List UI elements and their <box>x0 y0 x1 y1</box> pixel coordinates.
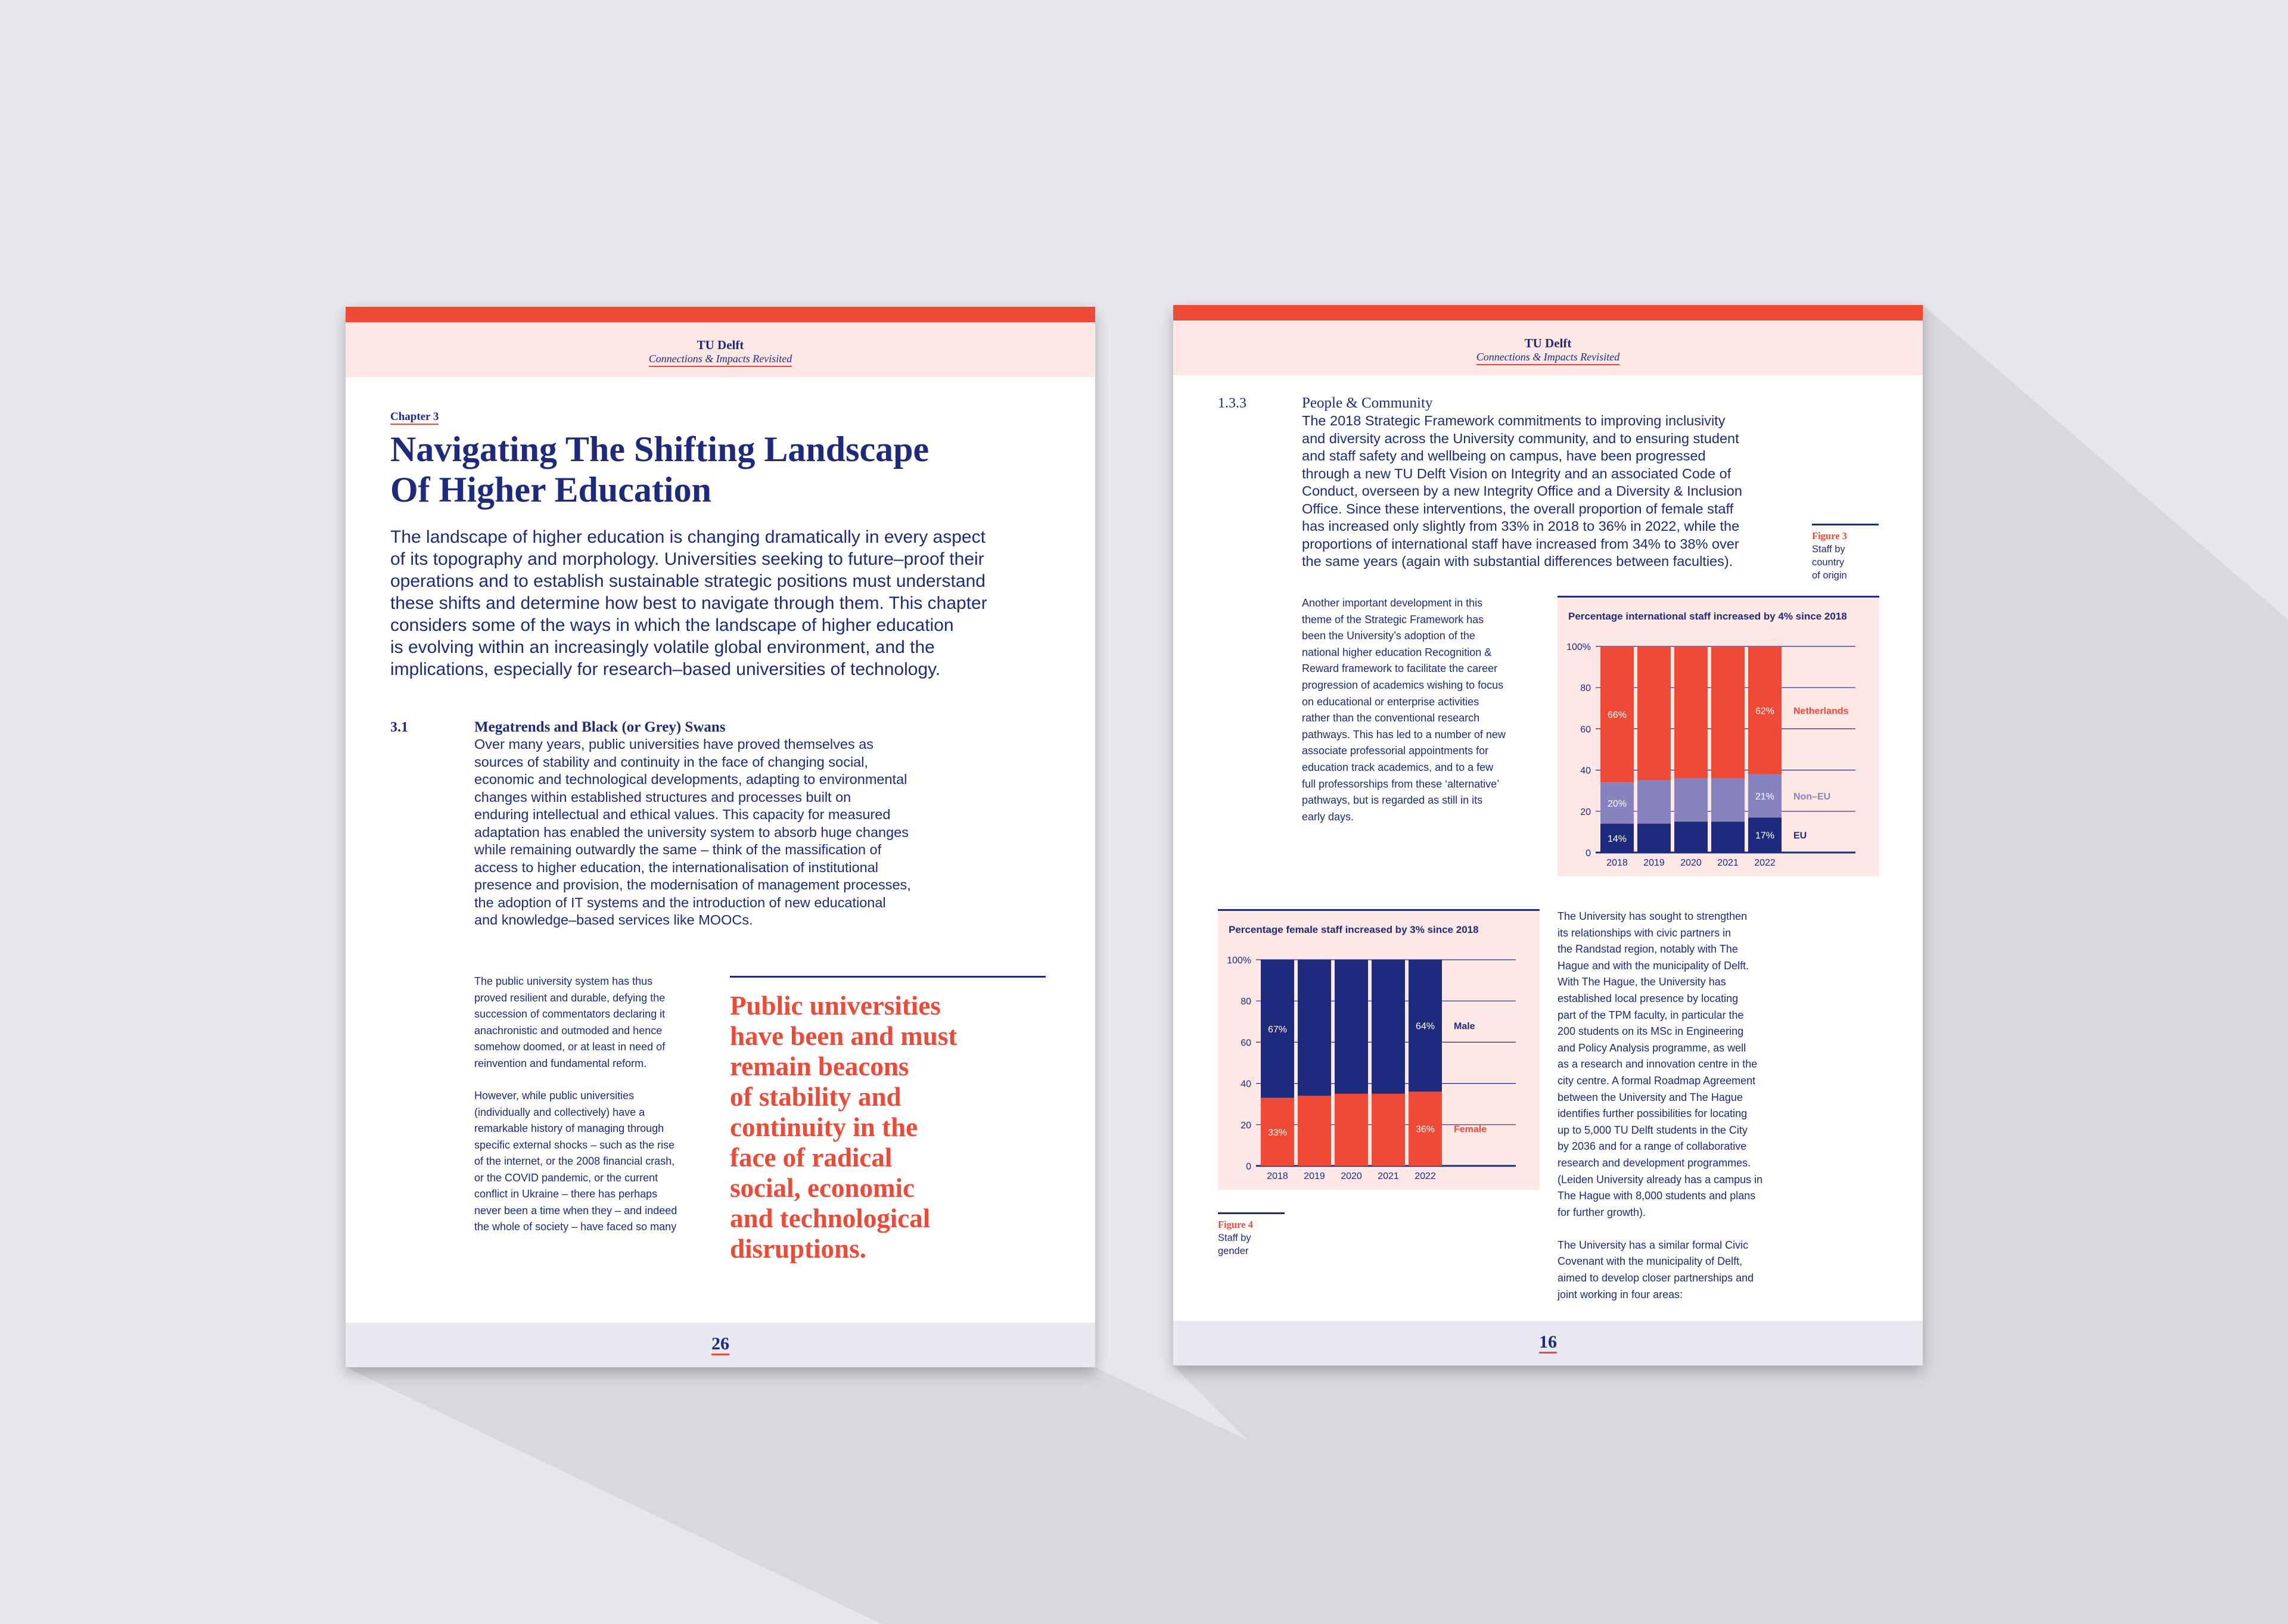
col-line: on educational or enterprise activities <box>1302 695 1479 708</box>
header-subtitle: Connections & Impacts Revisited <box>1476 351 1619 365</box>
x-tick-label: 2018 <box>1606 858 1628 868</box>
legend-non-eu: Non–EU <box>1793 791 1831 802</box>
bar-non-eu-2019 <box>1637 780 1671 824</box>
col-line: pathways, but is regarded as still in its <box>1302 794 1483 807</box>
bar-netherlands-2019 <box>1637 646 1671 780</box>
quote-line: and technological <box>730 1203 931 1233</box>
col-line: specific external shocks – such as the rise <box>474 1138 675 1151</box>
x-tick-label: 2019 <box>1304 1171 1325 1181</box>
col-line: Reward framework to facilitate the career <box>1302 662 1498 675</box>
col-line: somehow doomed, or at least in need of <box>474 1041 666 1053</box>
header-brand: TU Delft <box>697 338 744 352</box>
col-line: theme of the Strategic Framework has <box>1302 613 1484 626</box>
data-label: 33% <box>1267 1127 1288 1138</box>
intro-line: is evolving within an increasingly volatile global environment, and the <box>390 637 935 657</box>
y-tick-label: 0 <box>1586 848 1591 858</box>
data-label: 21% <box>1755 791 1775 802</box>
col-line: Covenant with the municipality of Delft, <box>1558 1255 1743 1268</box>
col-line: never been a time when they – and indeed <box>474 1204 677 1217</box>
body-line: sources of stability and continuity in the face of changing social, <box>474 754 868 770</box>
body-line: and diversity across the University community, and to ensuring student <box>1302 430 1739 446</box>
y-tick-label: 60 <box>1241 1038 1251 1049</box>
col-line: progression of academics wishing to focus <box>1302 679 1504 691</box>
y-tick-label: 0 <box>1246 1162 1251 1172</box>
header-brand: TU Delft <box>1524 336 1572 350</box>
col-line: conflict in Ukraine – there has perhaps <box>474 1188 658 1200</box>
caption-line: Staff by <box>1812 544 1845 555</box>
col-line: The University has a similar formal Civic <box>1558 1239 1749 1251</box>
page-header <box>1173 321 1923 375</box>
legend-netherlands: Netherlands <box>1793 706 1849 717</box>
y-tick-label: 60 <box>1580 724 1591 735</box>
col-line: established local presence by locating <box>1558 992 1739 1004</box>
x-tick-label: 2018 <box>1267 1171 1288 1181</box>
x-tick-label: 2022 <box>1754 858 1776 868</box>
page-number: 26 <box>711 1334 729 1355</box>
col-line: (Leiden University already has a campus in <box>1558 1173 1763 1186</box>
intro-line: these shifts and determine how best to navigate through them. This chapter <box>390 593 987 613</box>
right-page <box>1173 305 1923 1365</box>
chapter-label: Chapter 3 <box>390 410 439 425</box>
col-line: city centre. A formal Roadmap Agreement <box>1558 1074 1756 1087</box>
bar-female-2019 <box>1298 1096 1331 1166</box>
y-tick-label: 20 <box>1580 807 1591 817</box>
col-line: reinvention and fundamental reform. <box>474 1057 647 1069</box>
col-line: rather than the conventional research <box>1302 712 1480 724</box>
bar-male-2019 <box>1298 960 1331 1096</box>
col-line: been the University’s adoption of the <box>1302 630 1475 642</box>
body-line: while remaining outwardly the same – think of the massification of <box>474 842 882 857</box>
col-line: between the University and The Hague <box>1558 1091 1743 1103</box>
bar-netherlands-2020 <box>1674 646 1708 778</box>
international-staff-chart <box>1558 596 1879 876</box>
y-tick-label: 80 <box>1580 683 1591 694</box>
intro-line: of its topography and morphology. Universities seeking to future–proof their <box>390 549 984 569</box>
col-line: succession of commentators declaring it <box>474 1008 666 1020</box>
legend-eu: EU <box>1793 830 1807 841</box>
bar-female-2020 <box>1335 1094 1368 1166</box>
figure3-caption <box>1812 530 1847 582</box>
page-footer <box>1173 1321 1923 1365</box>
body-line: proportions of international staff have increased from 34% to 38% over <box>1302 536 1739 552</box>
chart-title: Percentage international staff increased by 4% since 2018 <box>1568 611 1847 622</box>
col-line: proved resilient and durable, defying the <box>474 991 666 1004</box>
bar-eu-2019 <box>1637 824 1671 853</box>
left-page <box>346 307 1095 1367</box>
caption-line: of origin <box>1812 570 1847 581</box>
bar-eu-2021 <box>1711 822 1745 853</box>
legend-male: Male <box>1454 1021 1475 1032</box>
col-line: research and development programmes. <box>1558 1156 1751 1169</box>
legend-female: Female <box>1454 1124 1487 1135</box>
data-label: 67% <box>1267 1024 1288 1035</box>
intro-line: The landscape of higher education is changing dramatically in every aspect <box>390 527 986 547</box>
col-line: and Policy Analysis programme, as well <box>1558 1041 1746 1054</box>
col-line: remarkable history of managing through <box>474 1122 664 1134</box>
y-tick-label: 40 <box>1580 766 1591 776</box>
col-line: 200 students on its MSc in Engineering <box>1558 1025 1744 1038</box>
quote-line: social, economic <box>730 1173 915 1203</box>
body-line: Office. Since these interventions, the overall proportion of female staff <box>1302 500 1734 517</box>
right-column-text <box>1558 909 1814 1303</box>
body-line: The 2018 Strategic Framework commitments to improving inclusivity <box>1302 413 1726 428</box>
quote-rule <box>730 976 1046 978</box>
y-tick-label: 100% <box>1566 642 1591 652</box>
intro-line: implications, especially for research–based universities of technology. <box>390 659 941 679</box>
col-line: (individually and collectively) have a <box>474 1106 645 1118</box>
body-line: Conduct, overseen by a new Integrity Office and a Diversity & Inclusion <box>1302 483 1742 499</box>
section-body <box>1302 412 1826 571</box>
intro-line: operations and to establish sustainable strategic positions must understand <box>390 571 986 591</box>
bar-non-eu-2021 <box>1711 778 1745 822</box>
body-line: Over many years, public universities have proved themselves as <box>474 736 874 752</box>
pull-quote <box>730 991 1087 1264</box>
col-line: identifies further possibilities for locating <box>1558 1107 1748 1120</box>
x-tick-label: 2019 <box>1643 858 1665 868</box>
quote-line: have been and must <box>730 1021 958 1051</box>
body-line: adaptation has enabled the university system to absorb huge changes <box>474 824 909 840</box>
body-line: and staff safety and wellbeing on campus, have been progressed <box>1302 448 1706 463</box>
body-line: the adoption of IT systems and the introduction of new educational <box>474 894 886 910</box>
quote-line: Public universities <box>730 991 941 1021</box>
chapter-title <box>390 429 1070 510</box>
col-line: pathways. This has led to a number of new <box>1302 728 1506 741</box>
figure3-rule <box>1812 524 1879 525</box>
intro-paragraph <box>390 526 1058 680</box>
col-line: or the COVID pandemic, or the current <box>474 1171 658 1184</box>
col-line: However, while public universities <box>474 1090 635 1102</box>
data-label: 64% <box>1415 1021 1435 1032</box>
bar-male-2021 <box>1372 960 1405 1094</box>
top-accent-bar <box>1173 305 1923 321</box>
y-tick-label: 80 <box>1241 997 1251 1007</box>
figure4-label: Figure 4 <box>1218 1219 1253 1230</box>
x-tick-label: 2022 <box>1415 1171 1436 1181</box>
chart1-svg <box>1558 598 1879 876</box>
y-tick-label: 20 <box>1241 1120 1251 1131</box>
x-tick-label: 2020 <box>1680 858 1702 868</box>
chart2-svg <box>1218 911 1540 1190</box>
col-line: anachronistic and outmoded and hence <box>474 1024 663 1037</box>
page-number: 16 <box>1539 1333 1557 1354</box>
header-subtitle: Connections & Impacts Revisited <box>649 353 792 367</box>
col-line: The University has sought to strengthen <box>1558 910 1748 922</box>
col-line: joint working in four areas: <box>1558 1288 1683 1301</box>
column-paragraph-1 <box>474 973 725 1072</box>
body-line: through a new TU Delft Vision on Integrity and an associated Code of <box>1302 465 1731 481</box>
quote-line: continuity in the <box>730 1112 918 1142</box>
data-label: 14% <box>1607 833 1627 844</box>
section-title: Megatrends and Black (or Grey) Swans <box>474 719 726 735</box>
quote-line: face of radical <box>730 1143 893 1172</box>
section-body <box>474 736 1011 929</box>
caption-line: gender <box>1218 1246 1249 1256</box>
col-line: the whole of society – have faced so many <box>474 1221 677 1233</box>
col-line: associate professorial appointments for <box>1302 745 1489 757</box>
col-line: Another important development in this <box>1302 597 1483 609</box>
data-label: 17% <box>1755 830 1775 841</box>
body-line: and knowledge–based services like MOOCs. <box>474 912 753 928</box>
col-line: the Randstad region, notably with The <box>1558 943 1738 956</box>
body-line: access to higher education, the internationalisation of institutional <box>474 859 879 875</box>
col-line: full professorships from these ‘alternative’ <box>1302 777 1500 790</box>
data-label: 66% <box>1607 710 1627 721</box>
intro-line: considers some of the ways in which the landscape of higher education <box>390 615 954 635</box>
data-label: 20% <box>1607 798 1627 809</box>
col-line <box>1558 1221 1814 1237</box>
caption-line: country <box>1812 557 1845 568</box>
col-line: The Hague with 8,000 students and plans <box>1558 1190 1756 1202</box>
x-tick-label: 2021 <box>1717 858 1739 868</box>
bar-male-2020 <box>1335 960 1368 1094</box>
caption-line: Staff by <box>1218 1233 1251 1243</box>
col-line: for further growth). <box>1558 1206 1646 1218</box>
section-number: 3.1 <box>390 720 408 735</box>
bar-eu-2020 <box>1674 822 1708 853</box>
bar-female-2021 <box>1372 1094 1405 1166</box>
quote-line: of stability and <box>730 1082 901 1112</box>
col-line: early days. <box>1302 810 1354 823</box>
section-number: 1.3.3 <box>1218 396 1246 411</box>
section-title: People & Community <box>1302 395 1433 411</box>
col-line: The public university system has thus <box>474 975 653 987</box>
figure4-caption <box>1218 1218 1253 1258</box>
col-line: its relationships with civic partners in <box>1558 926 1731 939</box>
col-line: national higher education Recognition & <box>1302 646 1492 658</box>
title-line: Navigating The Shifting Landscape <box>390 430 930 469</box>
female-staff-chart <box>1218 909 1540 1190</box>
body-line: presence and provision, the modernisation of management processes, <box>474 877 911 892</box>
y-tick-label: 40 <box>1241 1079 1251 1090</box>
body-line: economic and technological developments, adapting to environmental <box>474 771 907 787</box>
body-line: changes within established structures and processes built on <box>474 789 851 805</box>
x-tick-label: 2020 <box>1341 1171 1362 1181</box>
figure3-label: Figure 3 <box>1812 530 1847 542</box>
top-accent-bar <box>346 307 1095 322</box>
bar-netherlands-2021 <box>1711 646 1745 778</box>
data-label: 36% <box>1415 1124 1435 1135</box>
col-line: part of the TPM faculty, in particular the <box>1558 1009 1744 1021</box>
col-line: With The Hague, the University has <box>1558 976 1726 988</box>
col-line: as a research and innovation centre in the <box>1558 1058 1758 1071</box>
body-line: enduring intellectual and ethical values. This capacity for measured <box>474 807 891 822</box>
x-tick-label: 2021 <box>1378 1171 1399 1181</box>
body-line: the same years (again with substantial differences between faculties). <box>1302 553 1733 569</box>
title-line: Of Higher Education <box>390 470 711 509</box>
col-line: of the internet, or the 2008 financial crash, <box>474 1155 675 1167</box>
data-label: 62% <box>1755 706 1775 717</box>
left-column-text <box>1302 595 1552 825</box>
y-tick-label: 100% <box>1227 956 1251 966</box>
page-footer <box>346 1323 1095 1367</box>
col-line: education track academics, and to a few <box>1302 761 1494 773</box>
figure4-rule <box>1218 1212 1285 1214</box>
quote-line: disruptions. <box>730 1234 866 1264</box>
col-line: aimed to develop closer partnerships and <box>1558 1272 1754 1284</box>
chart-title: Percentage female staff increased by 3% since 2018 <box>1229 924 1479 935</box>
quote-line: remain beacons <box>730 1051 909 1081</box>
col-line: up to 5,000 TU Delft students in the City <box>1558 1124 1748 1136</box>
bar-non-eu-2020 <box>1674 778 1708 822</box>
col-line: by 2036 and for a range of collaborative <box>1558 1140 1747 1153</box>
body-line: has increased only slightly from 33% in 2018 to 36% in 2022, while the <box>1302 518 1740 534</box>
column-paragraph-2 <box>474 1088 725 1236</box>
page-header <box>346 322 1095 377</box>
col-line: Hague and with the municipality of Delft. <box>1558 959 1749 972</box>
